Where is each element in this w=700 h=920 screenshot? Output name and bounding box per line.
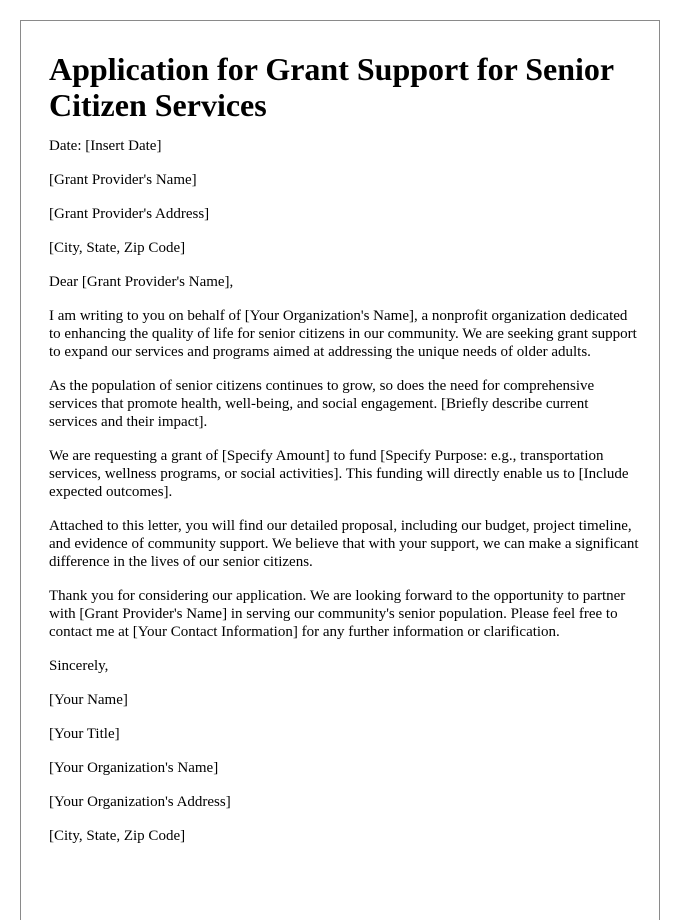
closing: Sincerely, <box>49 658 109 674</box>
body-paragraph-1: I am writing to you on behalf of [Your Organization's Name], a nonprofit organization dedicated to enhancing the quality of life for senior citizens in our community. We are seeking grant support to expand our services and programs aimed at addressing the unique needs of older adults. <box>49 308 637 360</box>
date-line: Date: [Insert Date] <box>49 138 162 154</box>
body-paragraph-4: Attached to this letter, you will find our detailed proposal, including our budget, project timeline, and evidence of community support. We believe that with your support, we can make a significant difference in the lives of our senior citizens. <box>49 518 639 570</box>
recipient-name: [Grant Provider's Name] <box>49 172 197 188</box>
letter-title: Application for Grant Support for Senior Citizen Services <box>49 51 614 123</box>
salutation: Dear [Grant Provider's Name], <box>49 274 234 290</box>
recipient-city-state-zip: [City, State, Zip Code] <box>49 240 186 256</box>
sender-title: [Your Title] <box>49 726 120 742</box>
letter-content <box>49 51 639 861</box>
body-paragraph-2: As the population of senior citizens continues to grow, so does the need for comprehensive services that promote health, well-being, and social engagement. [Briefly describe current services and their impact]. <box>49 378 595 430</box>
body-paragraph-5: Thank you for considering our application. We are looking forward to the opportunity to partner with [Grant Provider's Name] in serving our community's senior population. Please feel free to contact me at [Your Contact Information] for any further information or clarification. <box>49 588 626 640</box>
body-paragraph-3: We are requesting a grant of [Specify Amount] to fund [Specify Purpose: e.g., transportation services, wellness programs, or social activities]. This funding will directly enable us to [Include expected outcomes]. <box>49 448 629 500</box>
sender-city-state-zip: [City, State, Zip Code] <box>49 828 186 844</box>
sender-organization: [Your Organization's Name] <box>49 760 219 776</box>
recipient-address: [Grant Provider's Address] <box>49 206 210 222</box>
sender-name: [Your Name] <box>49 692 128 708</box>
sender-address: [Your Organization's Address] <box>49 794 231 810</box>
letter-page <box>20 20 660 920</box>
